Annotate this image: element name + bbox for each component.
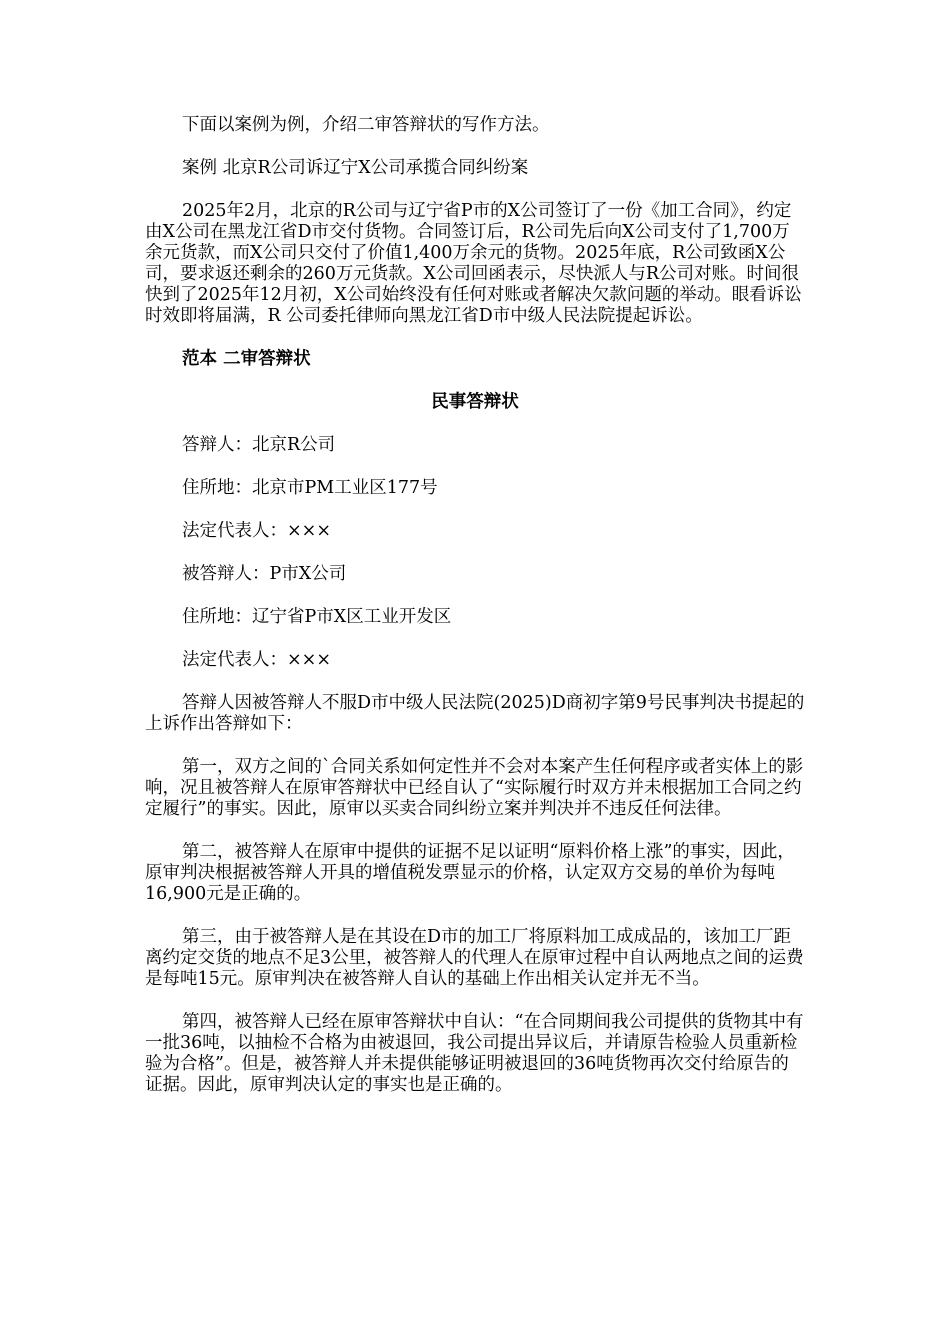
template-heading: 范本 二审答辩状 [182, 349, 311, 369]
appellee-address-line: 住所地：辽宁省P市X区工业开发区 [182, 607, 452, 627]
point-1-paragraph: 第一，双方之间的`合同关系如何定性并不会对本案产生任何程序或者实体上的影响，况且被答辩人在原审答辩状中已经自认了“实际履行时双方并未根据加工合同之约定履行”的事实。因此，原审以买卖合同纠纷立案并判决并不违反任何法律。 [145, 757, 804, 819]
statement-paragraph: 答辩人因被答辩人不服D市中级人民法院(2025)D商初字第9号民事判决书提起的上诉作出答辩如下： [145, 693, 805, 734]
case-title: 案例 北京R公司诉辽宁X公司承揽合同纠纷案 [182, 158, 529, 178]
respondent-line: 答辩人：北京R公司 [182, 435, 336, 455]
point-4-paragraph: 第四，被答辩人已经在原审答辩状中自认：“在合同期间我公司提供的货物其中有一批36吨，以抽检不合格为由被退回，我公司提出异议后，并请原告检验人员重新检验为合格”。但是，被答辩人并未提供能够证明被退回的36吨货物再次交付给原告的证据。因此，原审判决认定的事实也是正确的。 [145, 1012, 804, 1095]
respondent-address-line: 住所地：北京市PM工业区177号 [182, 478, 438, 498]
point-2-paragraph: 第二，被答辩人在原审中提供的证据不足以证明“原料价格上涨”的事实，因此，原审判决根据被答辩人开具的增值税发票显示的价格，认定双方交易的单价为每吨16,900元是正确的。 [145, 842, 795, 904]
respondent-rep-line: 法定代表人：××× [182, 521, 331, 541]
point-3-paragraph: 第三，由于被答辩人是在其设在D市的加工厂将原料加工成成品的，该加工厂距离约定交货的地点不足3公里，被答辩人的代理人在原审过程中自认两地点之间的运费是每吨15元。原审判决在被答辩人自认的基础上作出相关认定并无不当。 [145, 927, 804, 989]
document-title: 民事答辩状 [431, 392, 519, 412]
intro-paragraph: 下面以案例为例，介绍二审答辩状的写作方法。 [182, 115, 550, 135]
appellee-line: 被答辩人：P市X公司 [182, 564, 347, 584]
case-body-paragraph: 2025年2月，北京的R公司与辽宁省P市的X公司签订了一份《加工合同》，约定由X公司在黑龙江省D市交付货物。合同签订后，R公司先后向X公司支付了1,700万余元货款，而X公司只交付了价值1,400万余元的货物。2025年底，R公司致函X公司，要求返还剩余的260万元货款。X公司回函表示，尽快派人与R公司对账。时间很快到了2025年12月初，X公司始终没有任何对账或者解决欠款问题的举动。眼看诉讼时效即将届满，R 公司委托律师向黑龙江省D市中级人民法院提起诉讼。 [145, 201, 802, 326]
appellee-rep-line: 法定代表人：××× [182, 650, 331, 670]
